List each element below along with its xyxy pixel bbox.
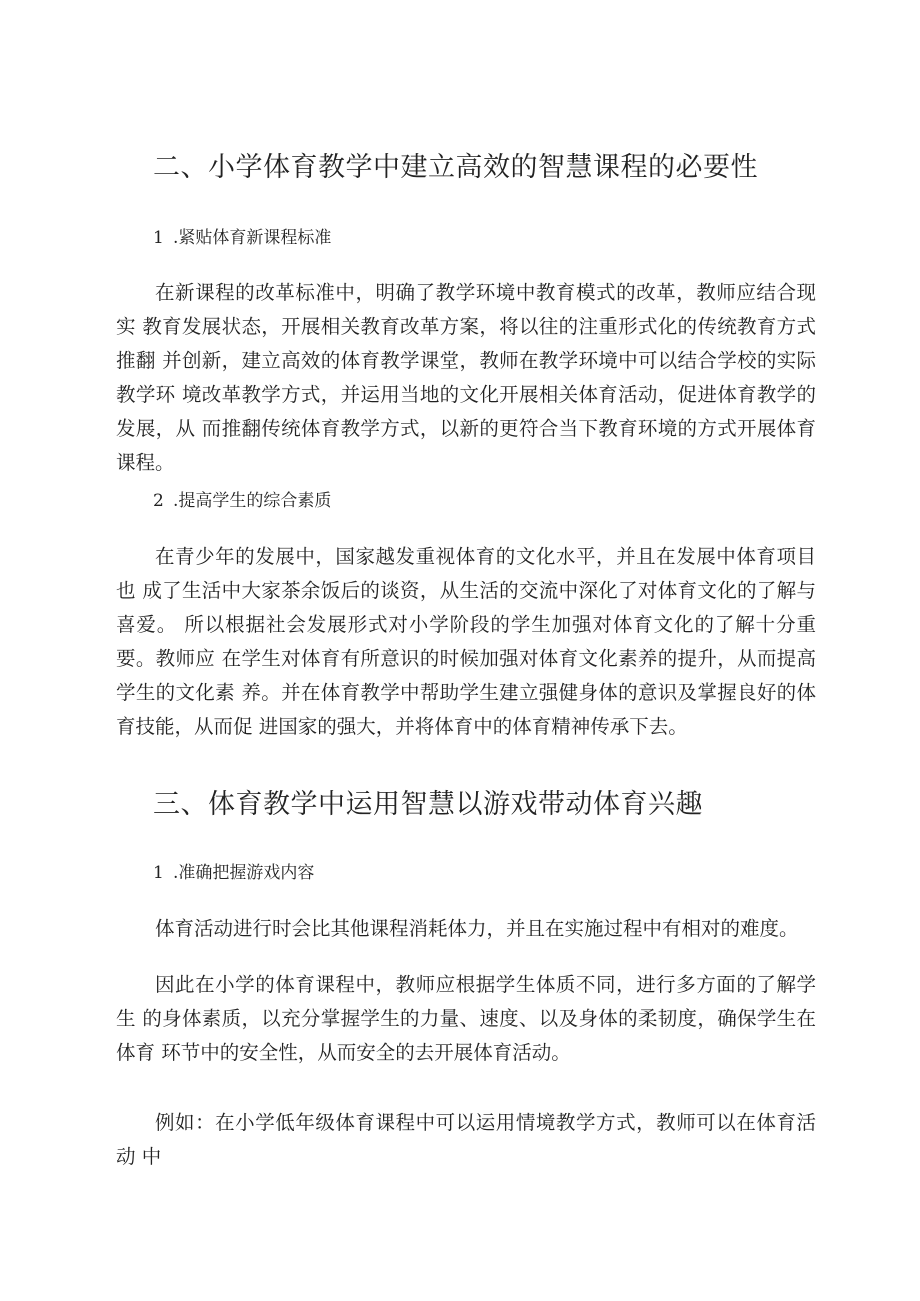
section-2-subheading-1 [153,226,331,250]
subheading-title: .紧贴体育新课程标准 [173,228,332,248]
section-2-heading: 二、小学体育教学中建立高效的智慧课程的必要性 [153,152,758,183]
subheading-number: 1 [153,863,164,883]
section-2-subheading-2 [153,489,331,513]
section-2-1-paragraph: 在新课程的改革标准中，明确了教学环境中教育模式的改革，教师应结合现实 教育发展状态，开展相关教育改革方案，将以往的注重形式化的传统教育方式推翻 并创新，建立高效的体育教学课堂，教师在教学环境中可以结合学校的实际教学环 境改革教学方式，并运用当地的文化开展相关体育活动，促进体育教学的发展，从 而推翻传统体育教学方式，以新的更符合当下教育环境的方式开展体育课程。 [116,281,816,474]
section-3-1-paragraph-2: 因此在小学的体育课程中，教师应根据学生体质不同，进行多方面的了解学生 的身体素质，以充分掌握学生的力量、速度、以及身体的柔韧度，确保学生在体育 环节中的安全性，从而安全的去开展体育活动。 [116,973,816,1064]
section-3-subheading-1 [153,861,314,885]
subheading-number: 1 [153,228,164,248]
subheading-number: 2 [153,491,164,511]
subheading-title: .准确把握游戏内容 [173,863,315,883]
subheading-title: .提高学生的综合素质 [173,491,332,511]
section-3-1-paragraph-3: 例如：在小学低年级体育课程中可以运用情境教学方式，教师可以在体育活动 中 [116,1111,816,1168]
section-3-1-paragraph-1: 体育活动进行时会比其他课程消耗体力，并且在实施过程中有相对的难度。 [155,917,799,940]
section-2-2-paragraph: 在青少年的发展中，国家越发重视体育的文化水平，并且在发展中体育项目也 成了生活中大家茶余饭后的谈资，从生活的交流中深化了对体育文化的了解与喜爱。 所以根据社会发展形式对小学阶段的学生加强对体育文化的了解十分重要。教师应 在学生对体育有所意识的时候加强对体育文化素养的提升，从而提高学生的文化素 养。并在体育教学中帮助学生建立强健身体的意识及掌握良好的体育技能，从而促 进国家的强大，并将体育中的体育精神传承下去。 [116,545,816,738]
section-3-heading: 三、体育教学中运用智慧以游戏带动体育兴趣 [153,789,703,820]
